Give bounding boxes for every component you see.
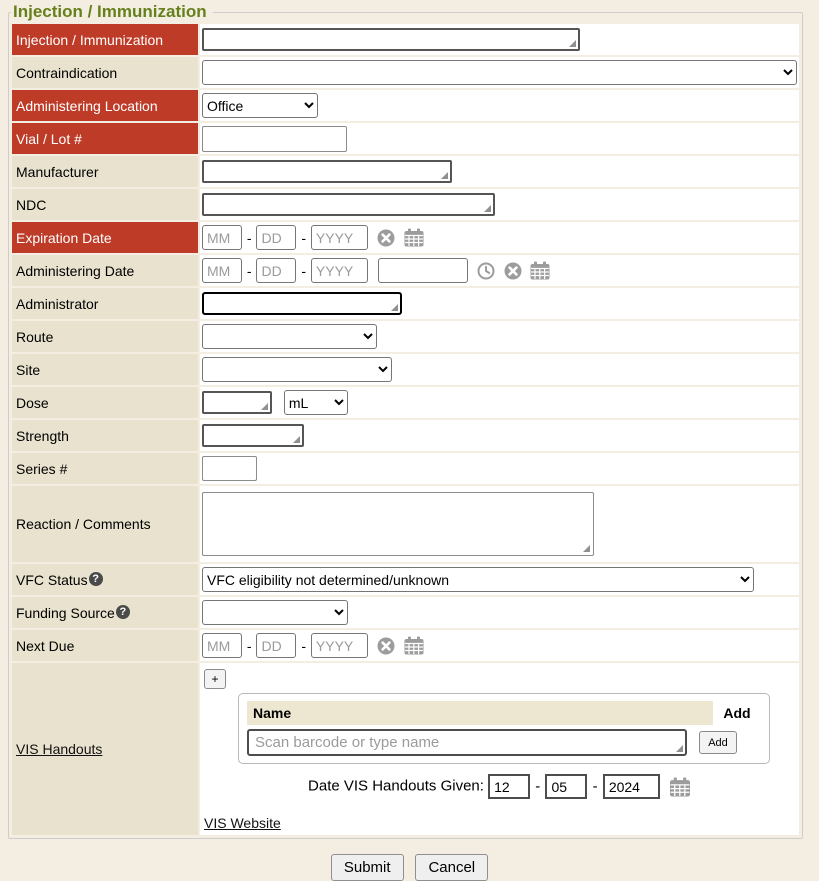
vfc-status-help-icon[interactable]: ? [89, 572, 103, 586]
date-separator: - [246, 229, 252, 246]
row-strength [12, 420, 799, 451]
row-administering-location [12, 90, 799, 121]
label-reaction-text: Reaction / Comments [16, 516, 151, 532]
vis-name-column-header: Name [247, 701, 713, 725]
dose-unit-select[interactable] [284, 390, 348, 415]
date-separator: - [301, 637, 307, 654]
label-administrator-text: Administrator [16, 295, 99, 312]
label-next-due-text: Next Due [16, 637, 75, 654]
row-dose [12, 387, 799, 418]
label-ndc-text: NDC [16, 196, 47, 213]
label-route-text: Route [16, 328, 54, 345]
label-contraindication [12, 57, 198, 88]
dose-input[interactable] [202, 391, 272, 414]
expiration-month-input[interactable] [202, 225, 242, 250]
administering-clear-icon[interactable] [504, 262, 522, 280]
label-manufacturer [12, 156, 198, 187]
row-manufacturer [12, 156, 799, 187]
label-contraindication-text: Contraindication [16, 64, 118, 81]
date-separator: - [301, 229, 307, 246]
funding-source-help-icon[interactable]: ? [116, 605, 130, 619]
label-expiration-date [12, 222, 198, 253]
administrator-input[interactable] [202, 292, 402, 315]
expiration-day-input[interactable] [256, 225, 296, 250]
next-due-month-input[interactable] [202, 633, 242, 658]
date-separator: - [535, 778, 541, 795]
dose-cell [200, 387, 799, 418]
administering-location-cell [200, 90, 799, 121]
funding-source-select[interactable] [202, 600, 348, 625]
row-injection [12, 24, 799, 55]
injection-input-cell [200, 24, 799, 55]
row-next-due [12, 630, 799, 661]
label-strength [12, 420, 198, 451]
vis-date-day-input[interactable] [545, 774, 587, 799]
vfc-status-select[interactable] [202, 567, 754, 592]
label-administering-date [12, 255, 198, 286]
administrator-cell [200, 288, 799, 319]
form-title: Injection / Immunization [13, 2, 207, 21]
expiration-date-cell [200, 222, 799, 253]
label-reaction [12, 486, 198, 562]
site-cell [200, 354, 799, 385]
date-separator: - [246, 262, 252, 279]
reaction-cell [200, 486, 799, 562]
label-dose [12, 387, 198, 418]
label-administering-location-text: Administering Location [16, 97, 158, 114]
vial-lot-cell [200, 123, 799, 154]
vis-website-link[interactable]: VIS Website [204, 815, 281, 831]
strength-cell [200, 420, 799, 451]
contraindication-select[interactable] [202, 60, 797, 85]
row-series [12, 453, 799, 484]
expiration-calendar-icon[interactable] [404, 228, 424, 247]
label-administering-location [12, 90, 198, 121]
row-site [12, 354, 799, 385]
administering-time-icon[interactable] [477, 262, 495, 280]
label-vial-lot [12, 123, 198, 154]
vis-date-given-label: Date VIS Handouts Given: [308, 777, 484, 795]
injection-immunization-fieldset [8, 2, 803, 839]
strength-input-wrap [202, 424, 304, 447]
label-administering-date-text: Administering Date [16, 262, 135, 279]
vis-input-row [247, 729, 761, 756]
vis-scan-input[interactable] [247, 729, 687, 756]
vfc-status-cell [200, 564, 799, 595]
reaction-comments-input[interactable] [202, 492, 594, 556]
label-strength-text: Strength [16, 427, 69, 444]
label-funding-source-text: Funding Source [16, 604, 115, 621]
row-ndc [12, 189, 799, 220]
next-due-year-input[interactable] [311, 633, 368, 658]
label-series-text: Series # [16, 460, 68, 477]
expiration-year-input[interactable] [311, 225, 368, 250]
row-route [12, 321, 799, 352]
cancel-button[interactable]: Cancel [415, 854, 488, 881]
form-actions [0, 854, 819, 881]
vis-handouts-box [238, 693, 770, 764]
strength-input[interactable] [202, 424, 304, 447]
dose-input-wrap [202, 391, 272, 414]
injection-input-wrap [202, 28, 580, 51]
manufacturer-input[interactable] [202, 160, 452, 183]
date-separator: - [592, 778, 598, 795]
funding-source-cell [200, 597, 799, 628]
ndc-input[interactable] [202, 193, 495, 216]
series-input[interactable] [202, 456, 257, 481]
row-vfc-status [12, 564, 799, 595]
label-vfc-status-text: VFC Status [16, 571, 88, 588]
date-separator: - [246, 637, 252, 654]
label-expiration-date-text: Expiration Date [16, 229, 112, 246]
row-administrator [12, 288, 799, 319]
injection-input[interactable] [202, 28, 580, 51]
date-separator: - [301, 262, 307, 279]
row-expiration-date [12, 222, 799, 253]
administrator-input-wrap [202, 292, 402, 315]
site-select[interactable] [202, 357, 392, 382]
label-site [12, 354, 198, 385]
label-funding-source [12, 597, 198, 628]
ndc-cell [200, 189, 799, 220]
label-injection [12, 24, 198, 55]
vis-handouts-link[interactable]: VIS Handouts [16, 741, 103, 757]
manufacturer-input-wrap [202, 160, 452, 183]
expiration-clear-icon[interactable] [377, 229, 395, 247]
label-administrator [12, 288, 198, 319]
injection-form-table [10, 22, 801, 837]
vis-handouts-cell [200, 663, 799, 835]
label-injection-text: Injection / Immunization [16, 31, 164, 48]
next-due-clear-icon[interactable] [377, 637, 395, 655]
manufacturer-cell [200, 156, 799, 187]
administering-location-select[interactable] [202, 93, 318, 118]
vis-add-button[interactable]: Add [699, 731, 737, 754]
contraindication-cell [200, 57, 799, 88]
route-select[interactable] [202, 324, 377, 349]
vis-add-row-button[interactable]: + [204, 669, 226, 689]
row-vis-handouts [12, 663, 799, 835]
label-vial-lot-text: Vial / Lot # [16, 130, 82, 147]
row-administering-date [12, 255, 799, 286]
label-route [12, 321, 198, 352]
administering-calendar-icon[interactable] [530, 261, 550, 280]
vis-date-given-row [202, 774, 797, 799]
reaction-input-wrap [202, 492, 594, 556]
series-cell [200, 453, 799, 484]
vial-lot-input[interactable] [202, 126, 347, 152]
route-cell [200, 321, 799, 352]
label-manufacturer-text: Manufacturer [16, 163, 99, 180]
row-vial-lot [12, 123, 799, 154]
row-funding-source [12, 597, 799, 628]
label-vis-handouts [12, 663, 198, 835]
next-due-calendar-icon[interactable] [404, 636, 424, 655]
next-due-cell [200, 630, 799, 661]
label-site-text: Site [16, 361, 41, 378]
label-ndc [12, 189, 198, 220]
administering-year-input[interactable] [311, 258, 368, 283]
row-reaction [12, 486, 799, 562]
administering-date-cell [200, 255, 799, 286]
label-vfc-status [12, 564, 198, 595]
administering-month-input[interactable] [202, 258, 242, 283]
vis-date-calendar-icon[interactable] [669, 777, 691, 797]
administering-time-input[interactable] [378, 258, 468, 283]
vis-add-column-header: Add [723, 705, 751, 721]
vis-table-header [247, 701, 761, 725]
label-next-due [12, 630, 198, 661]
label-series [12, 453, 198, 484]
submit-button[interactable]: Submit [331, 854, 404, 881]
label-dose-text: Dose [16, 394, 49, 411]
administering-day-input[interactable] [256, 258, 296, 283]
vis-date-month-input[interactable] [488, 774, 530, 799]
row-contraindication [12, 57, 799, 88]
vis-date-year-input[interactable] [603, 774, 660, 799]
ndc-input-wrap [202, 193, 495, 216]
vis-scan-input-wrap [247, 729, 687, 756]
next-due-day-input[interactable] [256, 633, 296, 658]
